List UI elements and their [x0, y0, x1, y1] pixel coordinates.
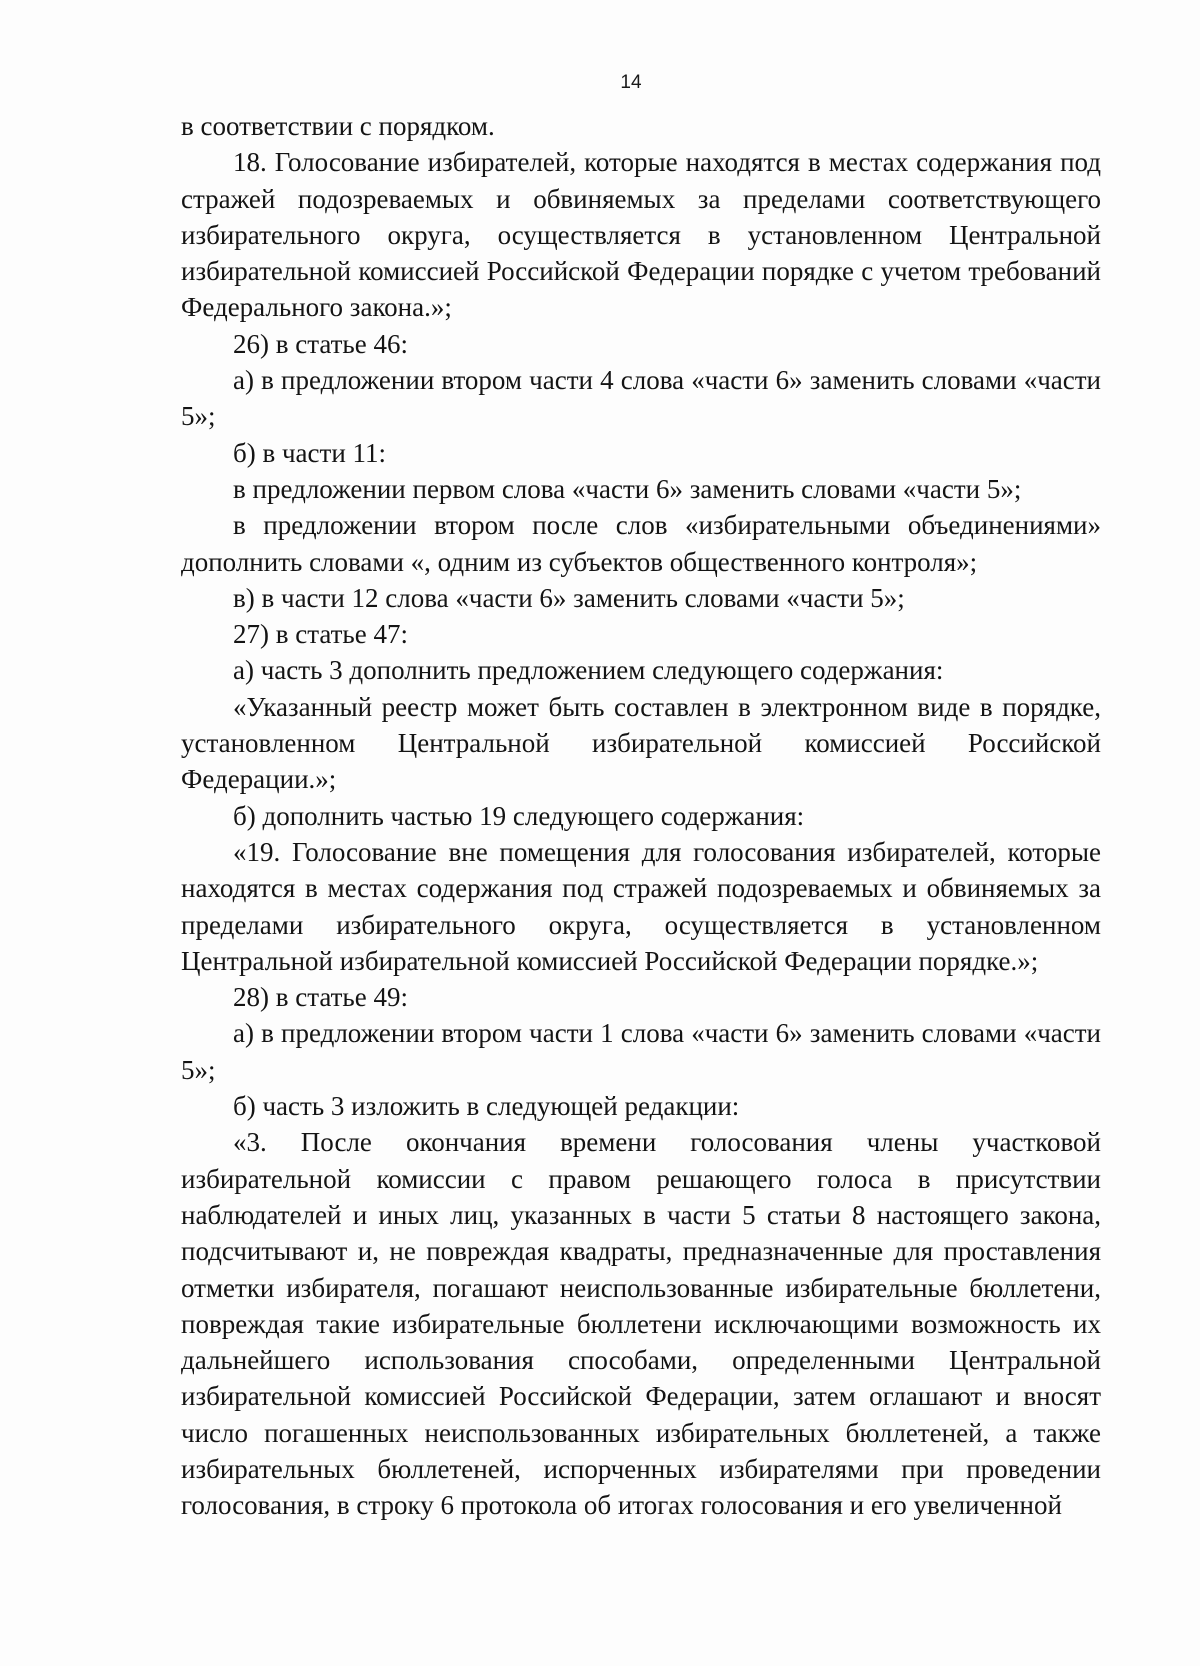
- paragraph: 26) в статье 46:: [233, 328, 408, 359]
- paragraph: б) дополнить частью 19 следующего содержания:: [233, 800, 805, 831]
- paragraph: б) часть 3 изложить в следующей редакции:: [233, 1091, 740, 1122]
- paragraph: в) в части 12 слова «части 6» заменить словами «части 5»;: [233, 582, 905, 613]
- page-number: 14: [620, 72, 642, 93]
- paragraph: в предложении втором после слов «избирательными объединениями» дополнить словами «, одним из субъектов общественного контроля»;: [181, 510, 1101, 577]
- paragraph: 18. Голосование избирателей, которые находятся в местах содержания под стражей подозреваемых и обвиняемых за пределами соответствующего избирательного округа, осуществляется в установленном Центральной избирательной комиссией Российской Федерации порядке с учетом требований Федерального закона.»;: [181, 147, 1101, 323]
- paragraph: «Указанный реестр может быть составлен в электронном виде в порядке, установленном Центральной избирательной комиссией Российской Федерации.»;: [181, 691, 1101, 795]
- paragraph: 27) в статье 47:: [233, 619, 408, 650]
- paragraph: в соответствии с порядком.: [181, 111, 495, 141]
- paragraph: «19. Голосование вне помещения для голосования избирателей, которые находятся в местах содержания под стражей подозреваемых и обвиняемых за пределами избирательного округа, осуществляется в установленном Центральной избирательной комиссией Российской Федерации порядке.»;: [181, 836, 1101, 976]
- document-body: [181, 108, 1101, 1524]
- paragraph: а) в предложении втором части 1 слова «части 6» заменить словами «части 5»;: [181, 1018, 1101, 1085]
- paragraph: в предложении первом слова «части 6» заменить словами «части 5»;: [233, 473, 1022, 504]
- paragraph: б) в части 11:: [233, 437, 387, 468]
- paragraph: «3. После окончания времени голосования члены участковой избирательной комиссии с правом решающего голоса в присутствии наблюдателей и иных лиц, указанных в части 5 статьи 8 настоящего закона, подсчитывают и, не повреждая квадраты, предназначенные для проставления отметки избирателя, погашают неиспользованные избирательные бюллетени, повреждая такие избирательные бюллетени исключающими возможность их дальнейшего использования способами, определенными Центральной избирательной комиссией Российской Федерации, затем оглашают и вносят число погашенных неиспользованных избирательных бюллетеней, а также избирательных бюллетеней, испорченных избирателями при проведении голосования, в строку 6 протокола об итогах голосования и его увеличенной: [181, 1127, 1101, 1521]
- paragraph: 28) в статье 49:: [233, 982, 408, 1013]
- paragraph: а) часть 3 дополнить предложением следующего содержания:: [233, 655, 944, 686]
- paragraph: а) в предложении втором части 4 слова «части 6» заменить словами «части 5»;: [181, 365, 1101, 432]
